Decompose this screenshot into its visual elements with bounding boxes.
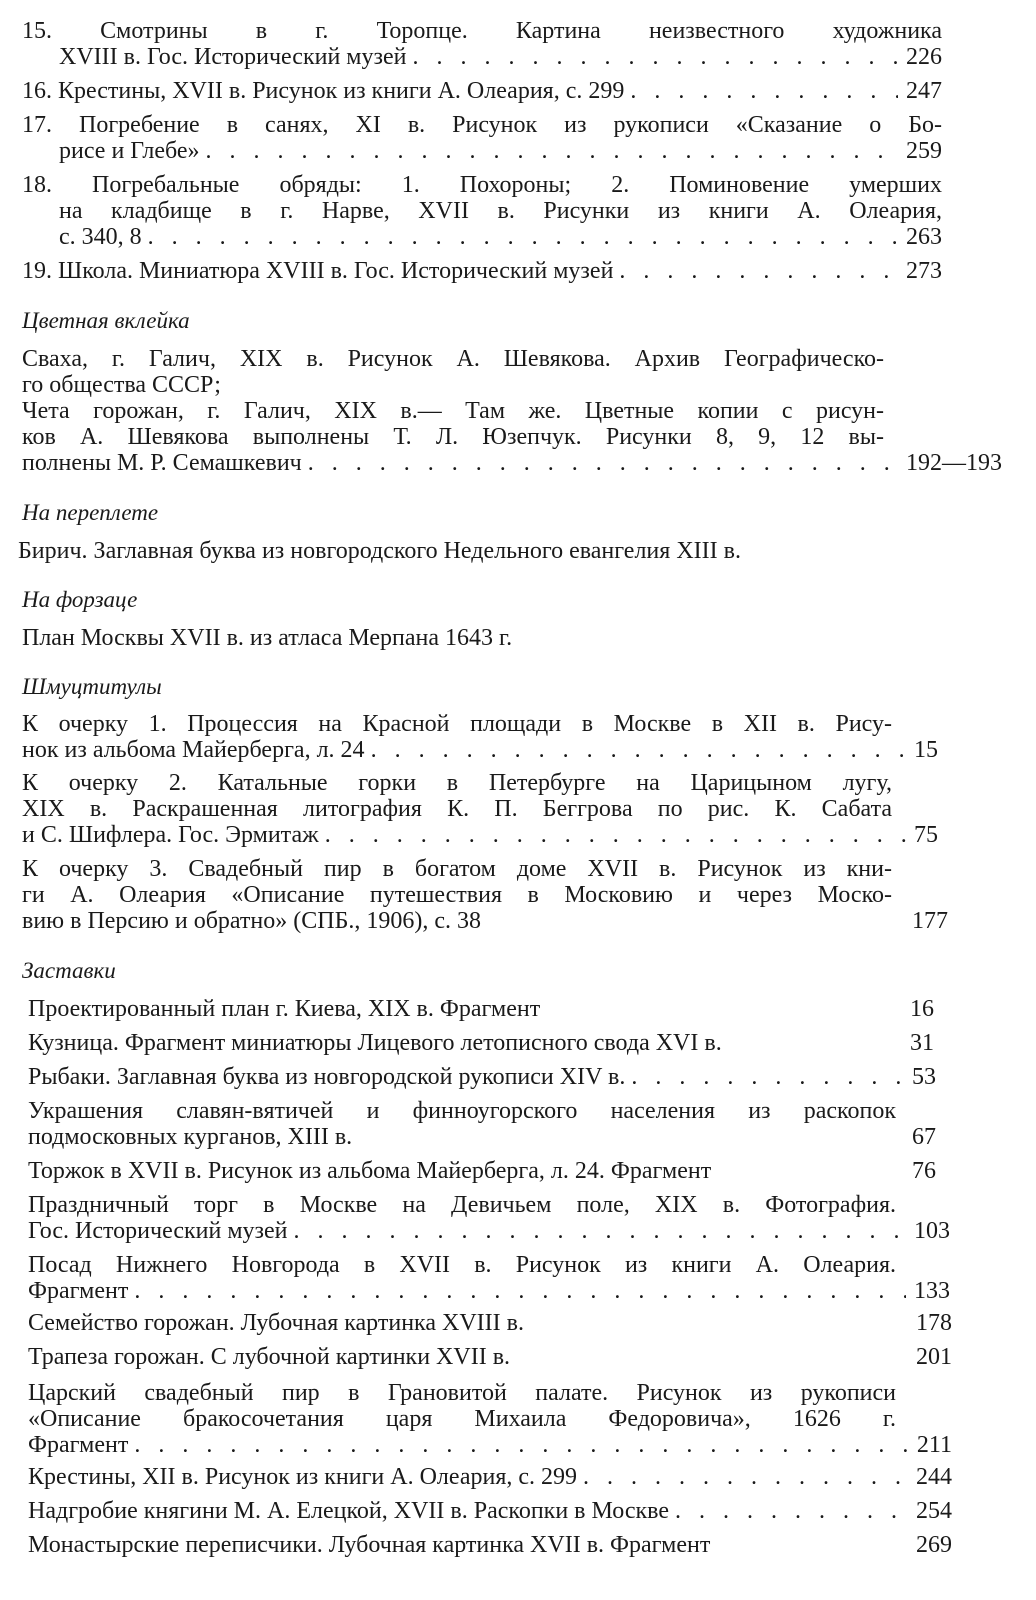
dot-leader bbox=[325, 822, 906, 848]
entry-text-line: 15. Смотрины в г. Торопце. Картина неизвестного художника bbox=[22, 18, 942, 44]
entry-text-line: К очерку 2. Катальные горки в Петербурге на Царицыном лугу, bbox=[22, 770, 892, 796]
dot-leader bbox=[619, 258, 898, 284]
list-item bbox=[22, 711, 938, 763]
dot-leader bbox=[206, 138, 898, 164]
list-item bbox=[22, 856, 948, 934]
entry-text-line: 19. Школа. Миниатюра XVIII в. Гос. Исторический музей bbox=[22, 258, 614, 284]
entry-text-line: подмосковных курганов, XIII в. bbox=[28, 1124, 353, 1150]
section-heading: На переплете bbox=[22, 500, 159, 525]
page-number: 269 bbox=[916, 1532, 952, 1558]
entry-text-line: Сваха, г. Галич, XIX в. Рисунок А. Шевякова. Архив Географическо- bbox=[22, 346, 884, 372]
list-item bbox=[22, 78, 942, 104]
entry-text-line: Гос. Исторический музей bbox=[28, 1218, 288, 1244]
page-number: 178 bbox=[916, 1310, 952, 1336]
entry-text-line: 16. Крестины, XVII в. Рисунок из книги А. Олеария, с. 299 bbox=[22, 78, 625, 104]
entry-text-line: Царский свадебный пир в Грановитой палате. Рисунок из рукописи bbox=[28, 1380, 896, 1406]
entry-text-line: Торжок в XVII в. Рисунок из альбома Майерберга, л. 24. Фрагмент bbox=[28, 1158, 712, 1184]
entry-text-line: рисе и Глебе» bbox=[59, 138, 200, 164]
entry-text-line: Фрагмент bbox=[28, 1278, 129, 1304]
dot-leader bbox=[134, 1432, 909, 1458]
entry-text-line: К очерку 1. Процессия на Красной площади в Москве в XII в. Рису- bbox=[22, 711, 892, 737]
list-item bbox=[28, 1380, 952, 1458]
dot-leader bbox=[308, 450, 898, 476]
entry-text-line: К очерку 3. Свадебный пир в богатом доме XVII в. Рисунок из кни- bbox=[22, 856, 892, 882]
page-number: 273 bbox=[906, 258, 942, 284]
entry-text-line: го общества СССР; bbox=[22, 372, 221, 398]
list-item bbox=[18, 538, 918, 564]
entry-text-line: «Описание бракосочетания царя Михаила Федоровича», 1626 г. bbox=[28, 1406, 896, 1432]
entry-text-line: XIX в. Раскрашенная литография К. П. Беггрова по рис. К. Сабата bbox=[22, 796, 892, 822]
page-number: 133 bbox=[914, 1278, 950, 1304]
list-item bbox=[28, 1310, 952, 1336]
page-number: 53 bbox=[912, 1064, 936, 1090]
list-item bbox=[28, 1064, 936, 1090]
entry-text-line: Крестины, XII в. Рисунок из книги А. Олеария, с. 299 bbox=[28, 1464, 578, 1490]
entry-text-line: Чета горожан, г. Галич, XIX в.— Там же. Цветные копии с рисун- bbox=[22, 398, 884, 424]
page-number: 247 bbox=[906, 78, 942, 104]
entry-text-line: 18. Погребальные обряды: 1. Похороны; 2. Поминовение умерших bbox=[22, 172, 942, 198]
list-item bbox=[28, 1344, 952, 1370]
page-number: 67 bbox=[912, 1124, 936, 1150]
list-item bbox=[28, 1252, 950, 1304]
entry-text-line: Семейство горожан. Лубочная картинка XVIII в. bbox=[28, 1310, 524, 1336]
entry-text-line: Надгробие княгини М. А. Елецкой, XVII в. Раскопки в Москве bbox=[28, 1498, 670, 1524]
list-item bbox=[28, 1464, 952, 1490]
entry-text-line: нок из альбома Майерберга, л. 24 bbox=[22, 737, 365, 763]
entry-text-line: Монастырские переписчики. Лубочная картинка XVII в. Фрагмент bbox=[28, 1532, 711, 1558]
list-item bbox=[22, 770, 938, 848]
list-item bbox=[22, 172, 942, 250]
dot-leader bbox=[148, 224, 898, 250]
page-number: 211 bbox=[916, 1432, 952, 1458]
dot-leader bbox=[630, 78, 898, 104]
entry-text-line: Праздничный торг в Москве на Девичьем поле, XIX в. Фотография. bbox=[28, 1192, 896, 1218]
page-number: 259 bbox=[906, 138, 942, 164]
section-heading: Заставки bbox=[22, 958, 116, 983]
dot-leader bbox=[583, 1464, 908, 1490]
list-item bbox=[28, 1498, 952, 1524]
page-number: 76 bbox=[912, 1158, 936, 1184]
list-item bbox=[22, 346, 1002, 476]
page-number: 15 bbox=[914, 737, 938, 763]
entry-text-line: 17. Погребение в санях, XI в. Рисунок из рукописи «Сказание о Бо- bbox=[22, 112, 942, 138]
page-number: 75 bbox=[914, 822, 938, 848]
list-item bbox=[22, 625, 922, 651]
list-item bbox=[28, 1030, 934, 1056]
entry-text-line: вию в Персию и обратно» (СПБ., 1906), с. 38 bbox=[22, 908, 482, 934]
list-item bbox=[28, 996, 934, 1022]
entry-text-line: План Москвы XVII в. из атласа Мерпана 1643 г. bbox=[22, 625, 513, 651]
page-number: 192—193 bbox=[906, 450, 1002, 476]
list-item bbox=[22, 112, 942, 164]
dot-leader bbox=[631, 1064, 904, 1090]
page-number: 31 bbox=[910, 1030, 934, 1056]
page-number: 244 bbox=[916, 1464, 952, 1490]
page-number: 254 bbox=[916, 1498, 952, 1524]
dot-leader bbox=[675, 1498, 908, 1524]
list-item bbox=[28, 1158, 936, 1184]
page-number: 263 bbox=[906, 224, 942, 250]
entry-text-line: полнены М. Р. Семашкевич bbox=[22, 450, 302, 476]
entry-text-line: XVIII в. Гос. Исторический музей bbox=[59, 44, 407, 70]
entry-text-line: Трапеза горожан. С лубочной картинки XVII в. bbox=[28, 1344, 511, 1370]
page-number: 226 bbox=[906, 44, 942, 70]
page-number: 16 bbox=[910, 996, 934, 1022]
dot-leader bbox=[412, 44, 898, 70]
list-item bbox=[22, 18, 942, 70]
entry-text-line: Бирич. Заглавная буква из новгородского Недельного евангелия XIII в. bbox=[18, 538, 741, 564]
section-heading: Цветная вклейка bbox=[22, 308, 190, 333]
entry-text-line: Фрагмент bbox=[28, 1432, 129, 1458]
dot-leader bbox=[294, 1218, 907, 1244]
section-heading: Шмуцтитулы bbox=[22, 674, 162, 699]
entry-text-line: на кладбище в г. Нарве, XVII в. Рисунки из книги А. Олеария, bbox=[59, 198, 942, 224]
page-number: 201 bbox=[916, 1344, 952, 1370]
entry-text-line: с. 340, 8 bbox=[59, 224, 142, 250]
entry-text-line: Проектированный план г. Киева, XIX в. Фрагмент bbox=[28, 996, 541, 1022]
dot-leader bbox=[371, 737, 906, 763]
entry-text-line: Украшения славян-вятичей и финноугорского населения из раскопок bbox=[28, 1098, 896, 1124]
page-number: 177 bbox=[912, 908, 948, 934]
list-item bbox=[28, 1532, 952, 1558]
entry-text-line: и С. Шифлера. Гос. Эрмитаж bbox=[22, 822, 319, 848]
list-item bbox=[28, 1192, 950, 1244]
page-number: 103 bbox=[914, 1218, 950, 1244]
entry-text-line: Посад Нижнего Новгорода в XVII в. Рисунок из книги А. Олеария. bbox=[28, 1252, 896, 1278]
entry-text-line: Рыбаки. Заглавная буква из новгородской рукописи XIV в. bbox=[28, 1064, 626, 1090]
entry-text-line: Кузница. Фрагмент миниатюры Лицевого летописного свода XVI в. bbox=[28, 1030, 722, 1056]
list-item bbox=[28, 1098, 936, 1150]
dot-leader bbox=[134, 1278, 906, 1304]
entry-text-line: ги А. Олеария «Описание путешествия в Московию и через Моско- bbox=[22, 882, 892, 908]
entry-text-line: ков А. Шевякова выполнены Т. Л. Юзепчук. Рисунки 8, 9, 12 вы- bbox=[22, 424, 884, 450]
list-item bbox=[22, 258, 942, 284]
section-heading: На форзаце bbox=[22, 587, 138, 612]
